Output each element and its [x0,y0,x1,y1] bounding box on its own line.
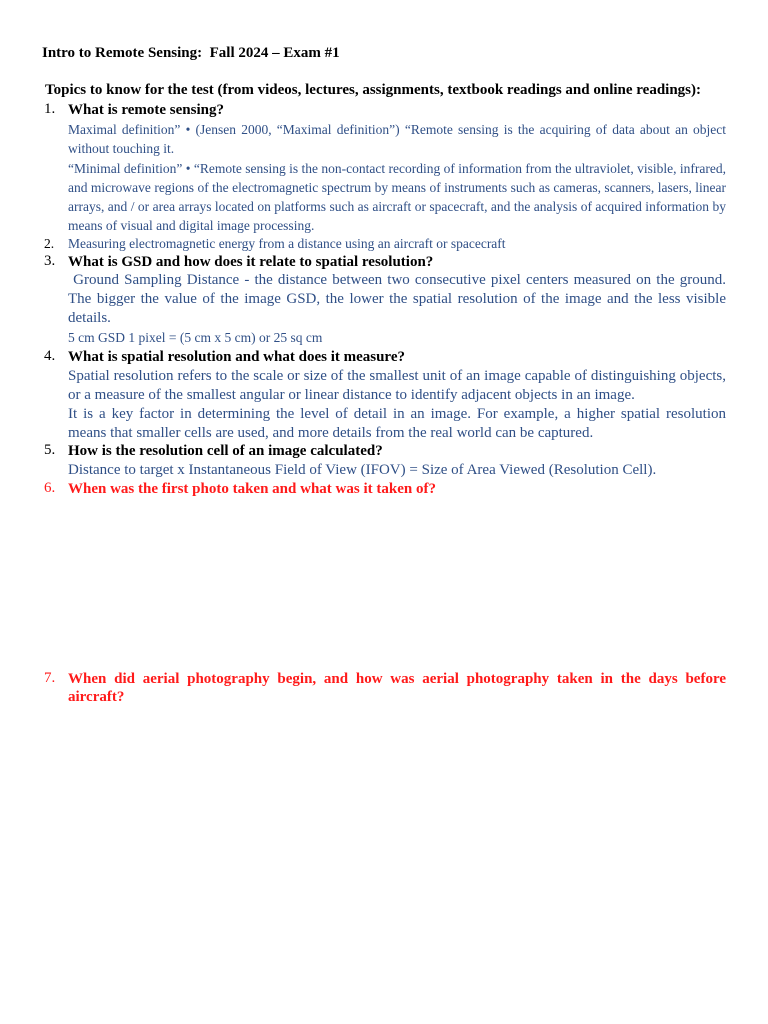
list-item-4 [44,348,726,443]
question-text: What is GSD and how does it relate to spatial resolution? [68,254,434,270]
topics-heading: Topics to know for the test (from videos, lectures, assignments, textbook readings and online readings): [45,82,702,98]
question-text: How is the resolution cell of an image calculated? [68,443,383,459]
item-number: 6. [44,480,56,496]
list-item-1 [44,101,726,235]
item-number: 1. [44,101,56,117]
question-text: What is spatial resolution and what does it measure? [68,349,405,365]
item-number: 7. [44,670,56,686]
list-item-3 [44,253,730,347]
question-text: When was the first photo taken and what was it taken of? [68,481,436,497]
answer-minimal-definition: “Minimal definition” • “Remote sensing is the non-contact recording of information from the ultraviolet, visible, infrared, and microwave regions of the electromagnetic spectrum by means of instruments such as cameras, scanners, lasers, linear arrays, and / or area arrays located on platforms such as aircraft or spacecraft, and the analysis of acquired information by means of visual and digital image processing. [68,161,726,233]
answer-maximal-definition: Maximal definition” • (Jensen 2000, “Maximal definition”) “Remote sensing is the acquiring of data about an object without touching it. [68,122,726,156]
list-item-2 [44,234,726,253]
list-item-6 [44,480,726,498]
answer-spatial-resolution-detail: It is a key factor in determining the level of detail in an image. For example, a higher spatial resolution means that smaller cells are used, and more details from the real world can be captured. [68,406,726,441]
question-text: When did aerial photography begin, and how was aerial photography taken in the days before aircraft? [68,671,726,705]
list-item-7 [44,670,726,706]
page-title: Intro to Remote Sensing: Fall 2024 – Exam #1 [42,45,340,61]
item-number: 4. [44,348,56,364]
question-text: What is remote sensing? [68,102,224,118]
answer-gsd-definition: Ground Sampling Distance - the distance between two consecutive pixel centers measured on the ground. The bigger the value of the image GSD, the lower the spatial resolution of the image and the less visible details. [68,272,730,326]
answer-text: Measuring electromagnetic energy from a distance using an aircraft or spacecraft [68,236,506,251]
item-number: 2. [44,236,55,251]
item-number: 3. [44,253,56,269]
answer-resolution-cell: Distance to target x Instantaneous Field of View (IFOV) = Size of Area Viewed (Resolution Cell). [68,462,657,478]
answer-gsd-example: 5 cm GSD 1 pixel = (5 cm x 5 cm) or 25 sq cm [68,330,323,345]
item-number: 5. [44,442,56,458]
answer-spatial-resolution-definition: Spatial resolution refers to the scale or size of the smallest unit of an image capable of distinguishing objects, or a measure of the smallest angular or linear distance to identify adjacent objects in an image. [68,368,726,403]
list-item-5 [44,442,726,480]
